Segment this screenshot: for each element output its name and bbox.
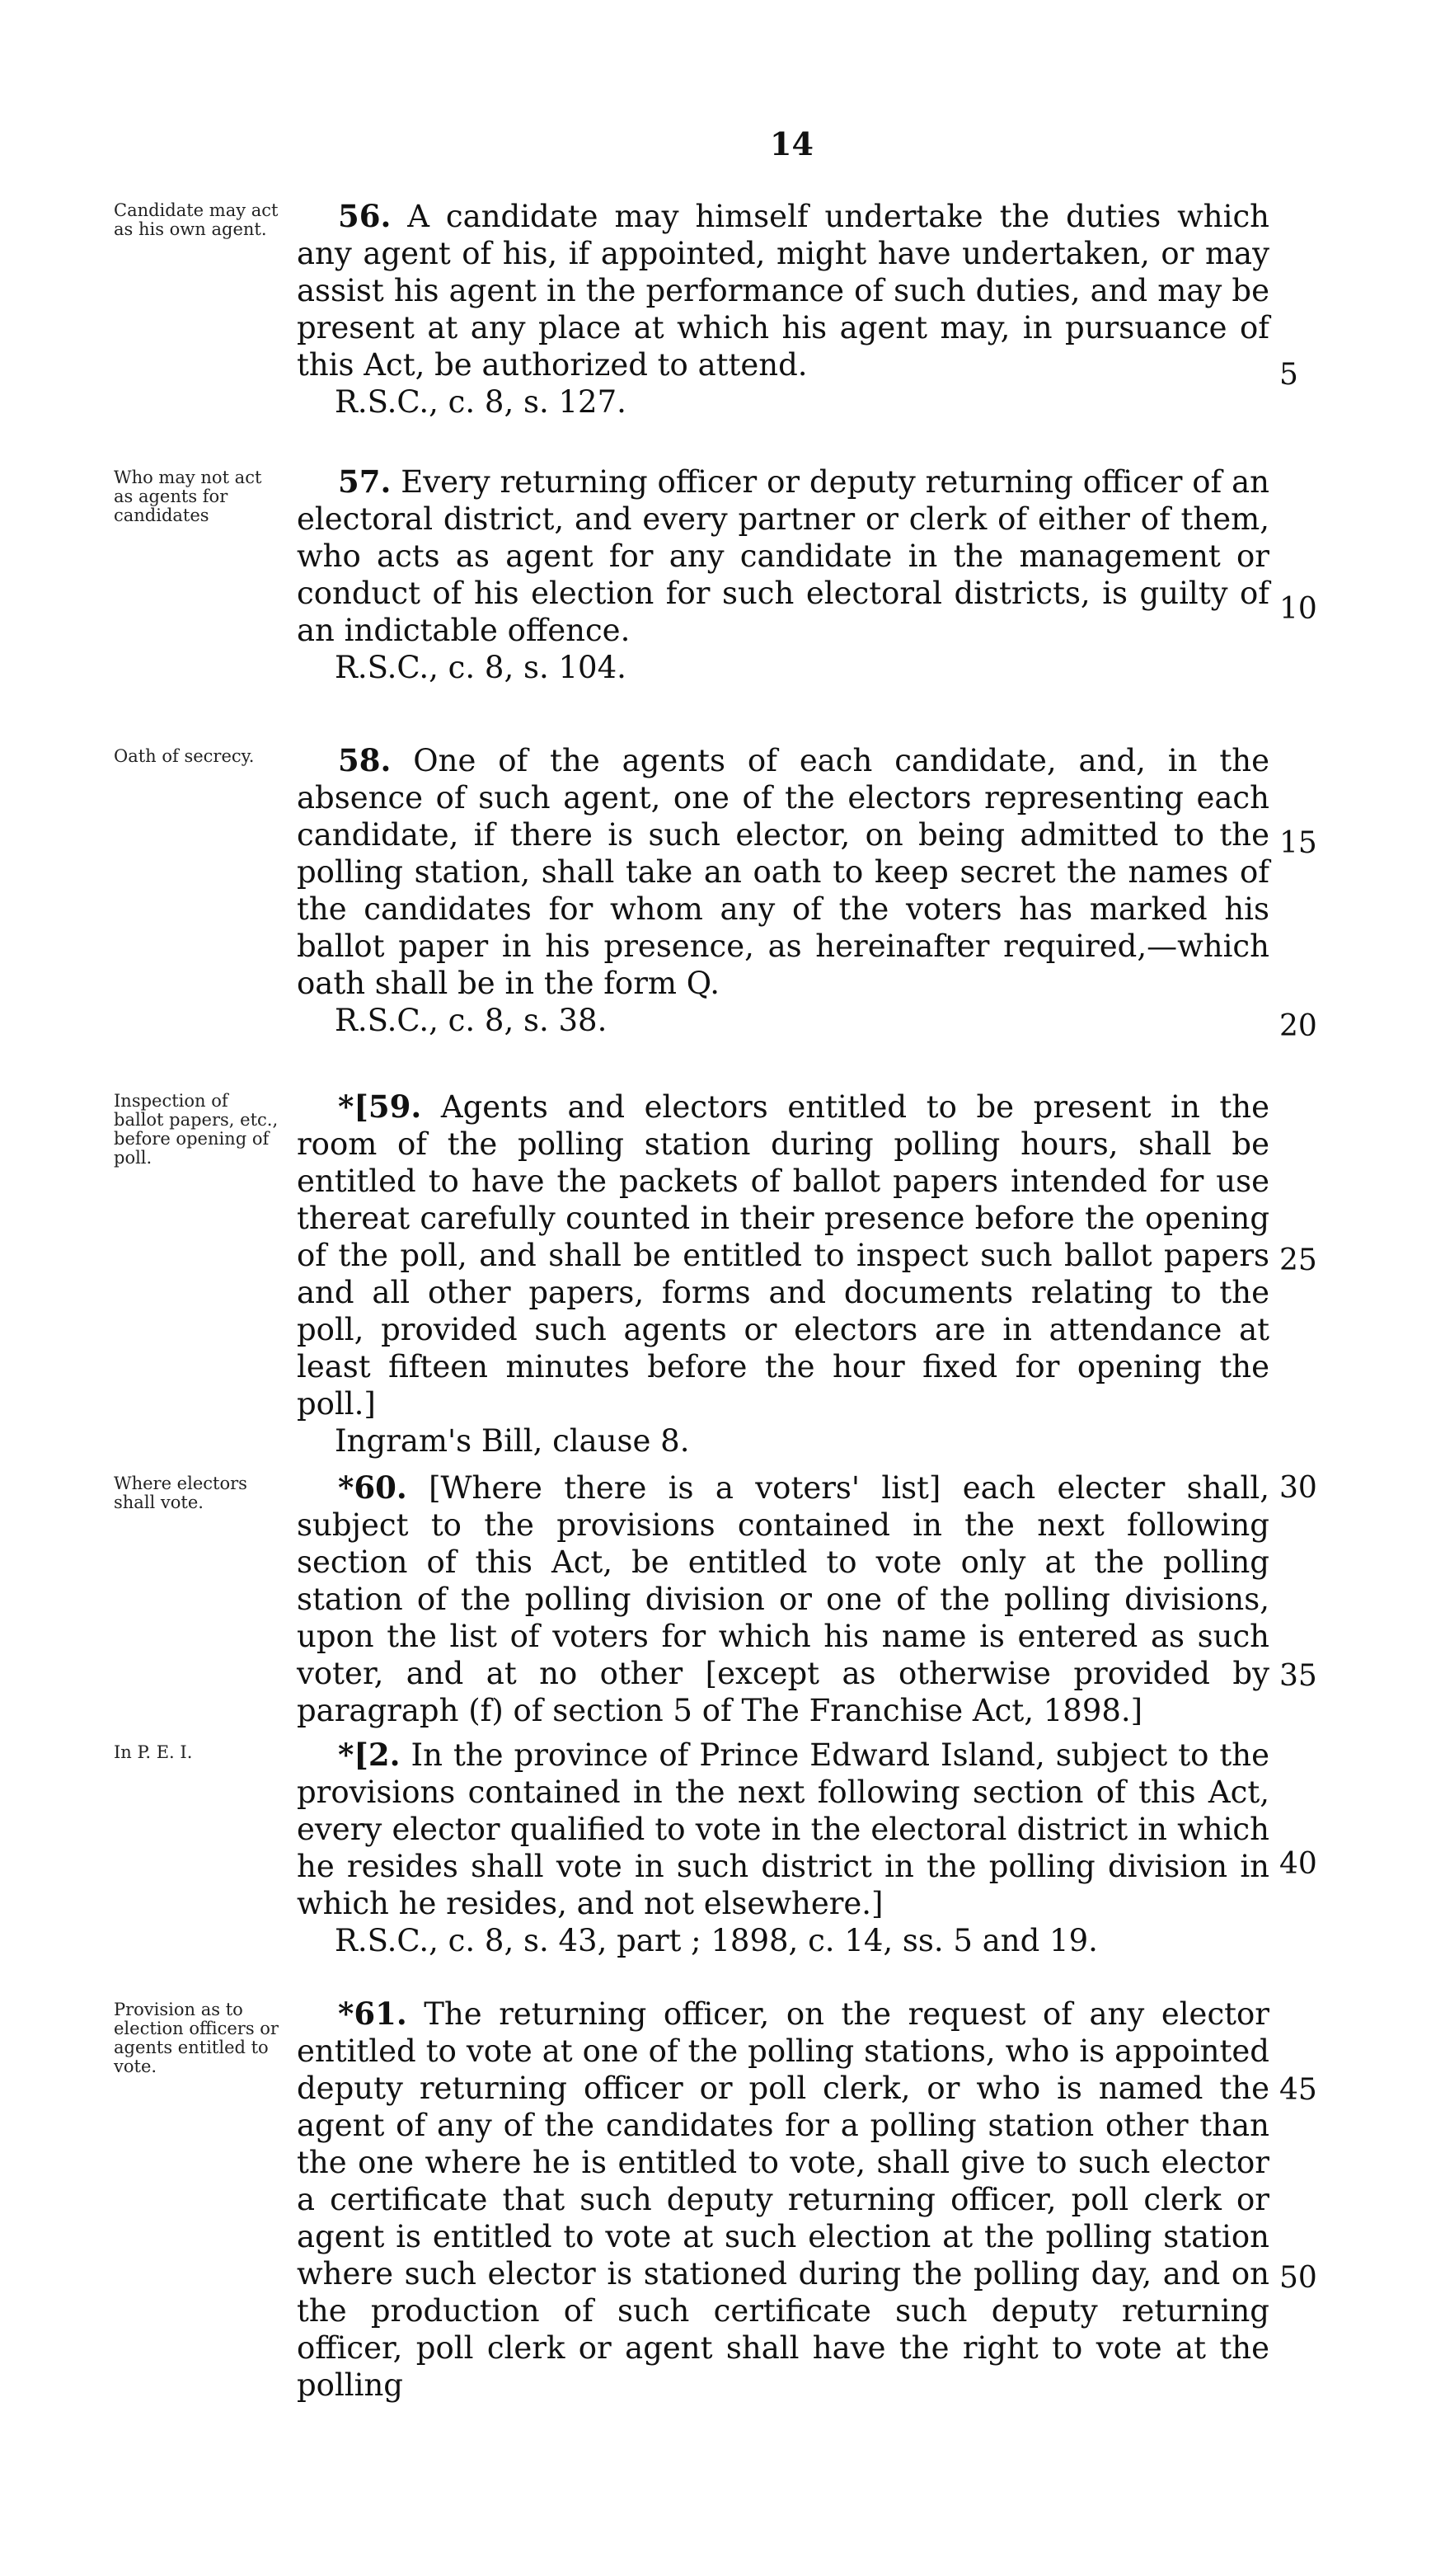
section-text: A candidate may himself undertake the duties which any agent of his, if appointed, might have undertaken, or may assist his agent in the performance of such duties, and may be present at any place at which his agent may, in pursuance of this Act, be authorized to attend.	[297, 199, 1269, 383]
margin-note: Candidate may act as his own agent.	[114, 200, 279, 239]
margin-note: Oath of secrecy.	[114, 746, 255, 766]
citation: Ingram's Bill, clause 8.	[335, 1423, 690, 1459]
page-number: 14	[770, 125, 814, 162]
citation: R.S.C., c. 8, s. 127.	[335, 384, 626, 420]
section-text: In the province of Prince Edward Island, subject to the provisions contained in the next following section of this Act, every elector qualified to vote in the electoral district in which he resides shall vote in such district in the polling division in which he resides, and not elsewhere.]	[297, 1737, 1270, 1921]
line-number: 45	[1279, 2073, 1317, 2107]
line-number: 10	[1279, 592, 1317, 626]
margin-note: In P. E. I.	[114, 1742, 193, 1762]
section-text: Agents and electors entitled to be present in the room of the polling station during polling hours, shall be entitled to have the packets of ballot papers intended for use thereat carefully counted in their presence before the opening of the poll, and shall be entitled to inspect such ballot papers and all other papers, forms and documents relating to the poll, provided such agents or electors are in attendance at least fifteen minutes before the hour fixed for opening the poll.]	[297, 1089, 1269, 1422]
margin-note: Provision as to election officers or agents entitled to vote.	[114, 2000, 279, 2076]
section-text: Every returning officer or deputy returning officer of an electoral district, and every partner or clerk of either of them, who acts as agent for any candidate in the management or conduct of his election for such electoral districts, is guilty of an indictable offence.	[297, 464, 1269, 648]
line-number: 35	[1279, 1659, 1317, 1693]
section-number: 57.	[338, 463, 392, 500]
section-number: 56.	[338, 198, 392, 234]
citation: R.S.C., c. 8, s. 38.	[335, 1003, 608, 1038]
margin-note: Where electors shall vote.	[114, 1474, 247, 1512]
margin-note: Inspection of ballot papers, etc., before opening of poll.	[114, 1091, 279, 1168]
line-number: 40	[1279, 1847, 1317, 1881]
section-number: *[59.	[338, 1088, 422, 1125]
line-number: 15	[1279, 826, 1317, 860]
section-number: *60.	[338, 1469, 407, 1506]
section-text: One of the agents of each candidate, and, in the absence of such agent, one of the electors representing each candidate, if there is such elector, on being admitted to the polling station, shall take an oath to keep secret the names of the candidates for whom any of the voters has marked his ballot paper in his presence, as hereinafter required,—which oath shall be in the form Q.	[297, 743, 1269, 1001]
citation: R.S.C., c. 8, s. 43, part ; 1898, c. 14, ss. 5 and 19.	[335, 1923, 1098, 1958]
section-text: The returning officer, on the request of any elector entitled to vote at one of the polling stations, who is appointed deputy returning officer or poll clerk, or who is named the agent of any of the candidates for a polling station other than the one where he is entitled to vote, shall give to such elector a certificate that such deputy returning officer, poll clerk or agent is entitled to vote at such election at the polling station where such elector is stationed during the polling day, and on the production of such certificate such deputy returning officer, poll clerk or agent shall have the right to vote at the polling	[297, 1996, 1269, 2403]
citation: R.S.C., c. 8, s. 104.	[335, 650, 626, 685]
section-text: [Where there is a voters' list] each electer shall, subject to the provisions contained in the next following section of this Act, be entitled to vote only at the polling station of the polling division or one of the polling divisions, upon the list of voters for which his name is entered as such voter, and at no other [except as otherwise provided by paragraph (f) of section 5 of The Franchise Act, 1898.]	[297, 1470, 1269, 1728]
line-number: 25	[1279, 1243, 1317, 1277]
margin-note: Who may not act as agents for candidates	[114, 468, 262, 525]
section-number: *61.	[338, 1995, 407, 2032]
section-number: 58.	[338, 742, 392, 778]
line-number: 30	[1279, 1471, 1317, 1505]
line-number: 20	[1279, 1009, 1317, 1043]
line-number: 5	[1279, 358, 1298, 392]
line-number: 50	[1279, 2261, 1317, 2295]
section-number: *[2.	[338, 1737, 401, 1773]
